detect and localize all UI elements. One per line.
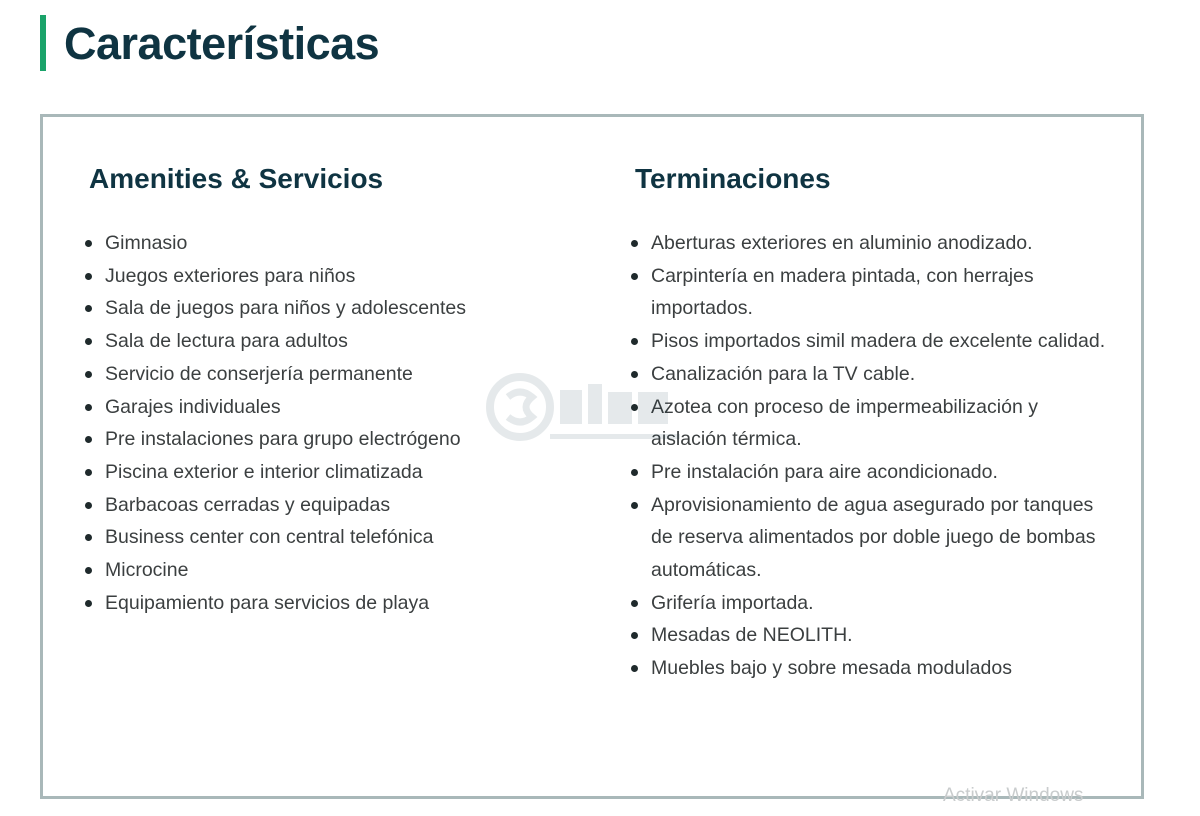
list-item: Pisos importados simil madera de excelente calidad. <box>651 325 1125 358</box>
terminaciones-list <box>635 227 1125 685</box>
list-item: Piscina exterior e interior climatizada <box>105 456 466 489</box>
page-header <box>40 14 379 72</box>
list-item: Business center con central telefónica <box>105 521 466 554</box>
list-item: Pre instalación para aire acondicionado. <box>651 456 1125 489</box>
list-item: Grifería importada. <box>651 587 1125 620</box>
list-item: Carpintería en madera pintada, con herrajes importados. <box>651 260 1125 325</box>
list-item: Juegos exteriores para niños <box>105 260 466 293</box>
title-accent-bar <box>40 15 46 71</box>
features-card <box>40 114 1144 799</box>
list-item: Mesadas de NEOLITH. <box>651 619 1125 652</box>
list-item: Aberturas exteriores en aluminio anodizado. <box>651 227 1125 260</box>
list-item: Microcine <box>105 554 466 587</box>
terminaciones-heading: Terminaciones <box>635 163 831 194</box>
list-item: Pre instalaciones para grupo electrógeno <box>105 423 466 456</box>
list-item: Garajes individuales <box>105 391 466 424</box>
amenities-heading: Amenities & Servicios <box>89 163 384 194</box>
list-item: Aprovisionamiento de agua asegurado por tanques de reserva alimentados por doble juego de bombas automáticas. <box>651 489 1125 587</box>
list-item: Azotea con proceso de impermeabilización y aislación térmica. <box>651 391 1125 456</box>
list-item: Muebles bajo y sobre mesada modulados <box>651 652 1125 685</box>
amenities-list <box>89 227 466 619</box>
list-item: Barbacoas cerradas y equipadas <box>105 489 466 522</box>
activate-windows-overlay: Activar Windows <box>943 785 1084 806</box>
list-item: Gimnasio <box>105 227 466 260</box>
page-title: Características <box>64 17 380 69</box>
list-item: Sala de juegos para niños y adolescentes <box>105 292 466 325</box>
list-item: Canalización para la TV cable. <box>651 358 1125 391</box>
list-item: Servicio de conserjería permanente <box>105 358 466 391</box>
list-item: Equipamiento para servicios de playa <box>105 587 466 620</box>
list-item: Sala de lectura para adultos <box>105 325 466 358</box>
